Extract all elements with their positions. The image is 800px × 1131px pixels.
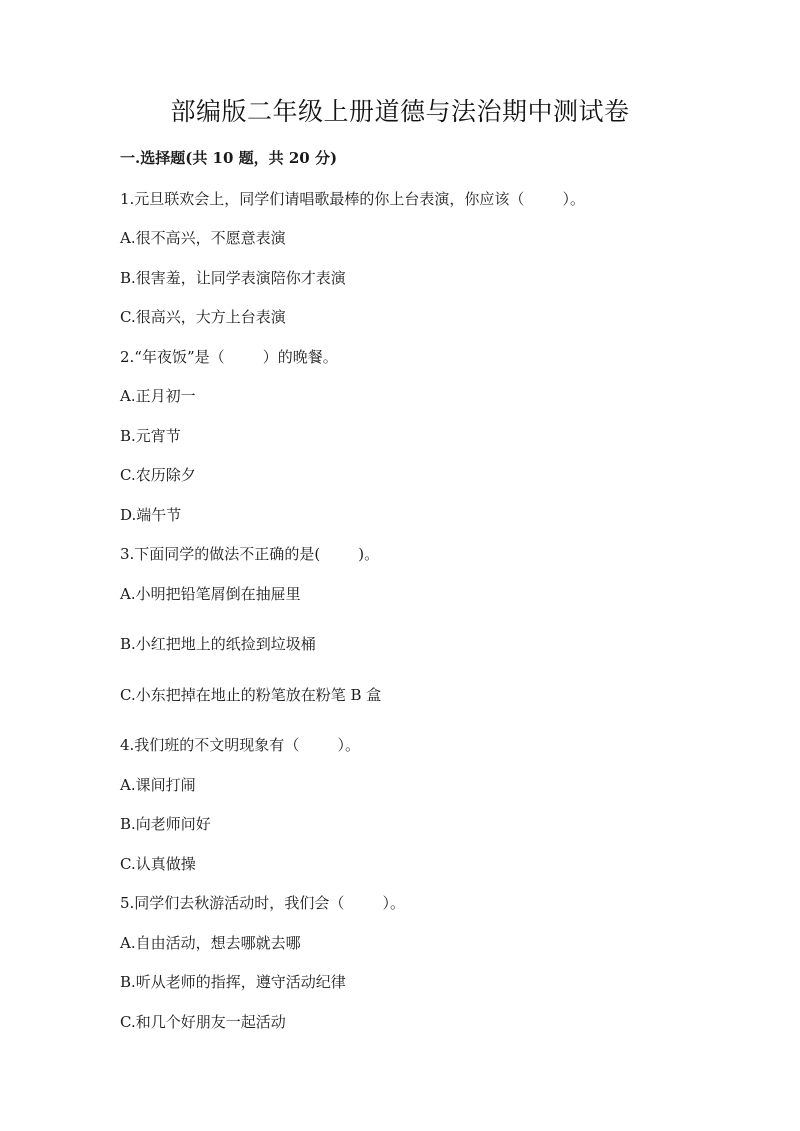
question-5-option-c: C.和几个好朋友一起活动 <box>120 1013 286 1031</box>
question-2-stem: 2.“年夜饭”是（ ）的晚餐。 <box>120 348 338 366</box>
question-3-option-b: B.小红把地上的纸捡到垃圾桶 <box>120 635 316 653</box>
question-2-option-a: A.正月初一 <box>120 387 196 405</box>
question-2-option-d: D.端午节 <box>120 506 182 524</box>
question-1-option-b: B.很害羞，让同学表演陪你才表演 <box>120 269 346 287</box>
question-2-option-b: B.元宵节 <box>120 427 181 445</box>
question-4-stem: 4.我们班的不文明现象有（ ）。 <box>120 736 360 754</box>
question-4-option-a: A.课间打闹 <box>120 776 196 794</box>
question-2-option-c: C.农历除夕 <box>120 466 196 484</box>
question-3-option-c: C.小东把掉在地止的粉笔放在粉笔 B 盒 <box>120 686 382 704</box>
question-1-option-a: A.很不高兴，不愿意表演 <box>120 229 286 247</box>
question-5-stem: 5.同学们去秋游活动时，我们会（ ）。 <box>120 894 405 912</box>
question-4-option-c: C.认真做操 <box>120 855 196 873</box>
question-4-option-b: B.向老师问好 <box>120 815 211 833</box>
question-3-option-a: A.小明把铅笔屑倒在抽屉里 <box>120 585 301 603</box>
question-5-option-b: B.听从老师的指挥，遵守活动纪律 <box>120 973 346 991</box>
question-1-option-c: C.很高兴，大方上台表演 <box>120 308 286 326</box>
page-title: 部编版二年级上册道德与法治期中测试卷 <box>170 97 630 126</box>
question-5-option-a: A.自由活动，想去哪就去哪 <box>120 934 301 952</box>
question-1-stem: 1.元旦联欢会上，同学们请唱歌最棒的你上台表演，你应该（ ）。 <box>120 190 585 208</box>
question-3-stem: 3.下面同学的做法不正确的是( )。 <box>120 545 380 563</box>
section-heading: 一.选择题(共 10 题，共 20 分) <box>120 149 338 167</box>
